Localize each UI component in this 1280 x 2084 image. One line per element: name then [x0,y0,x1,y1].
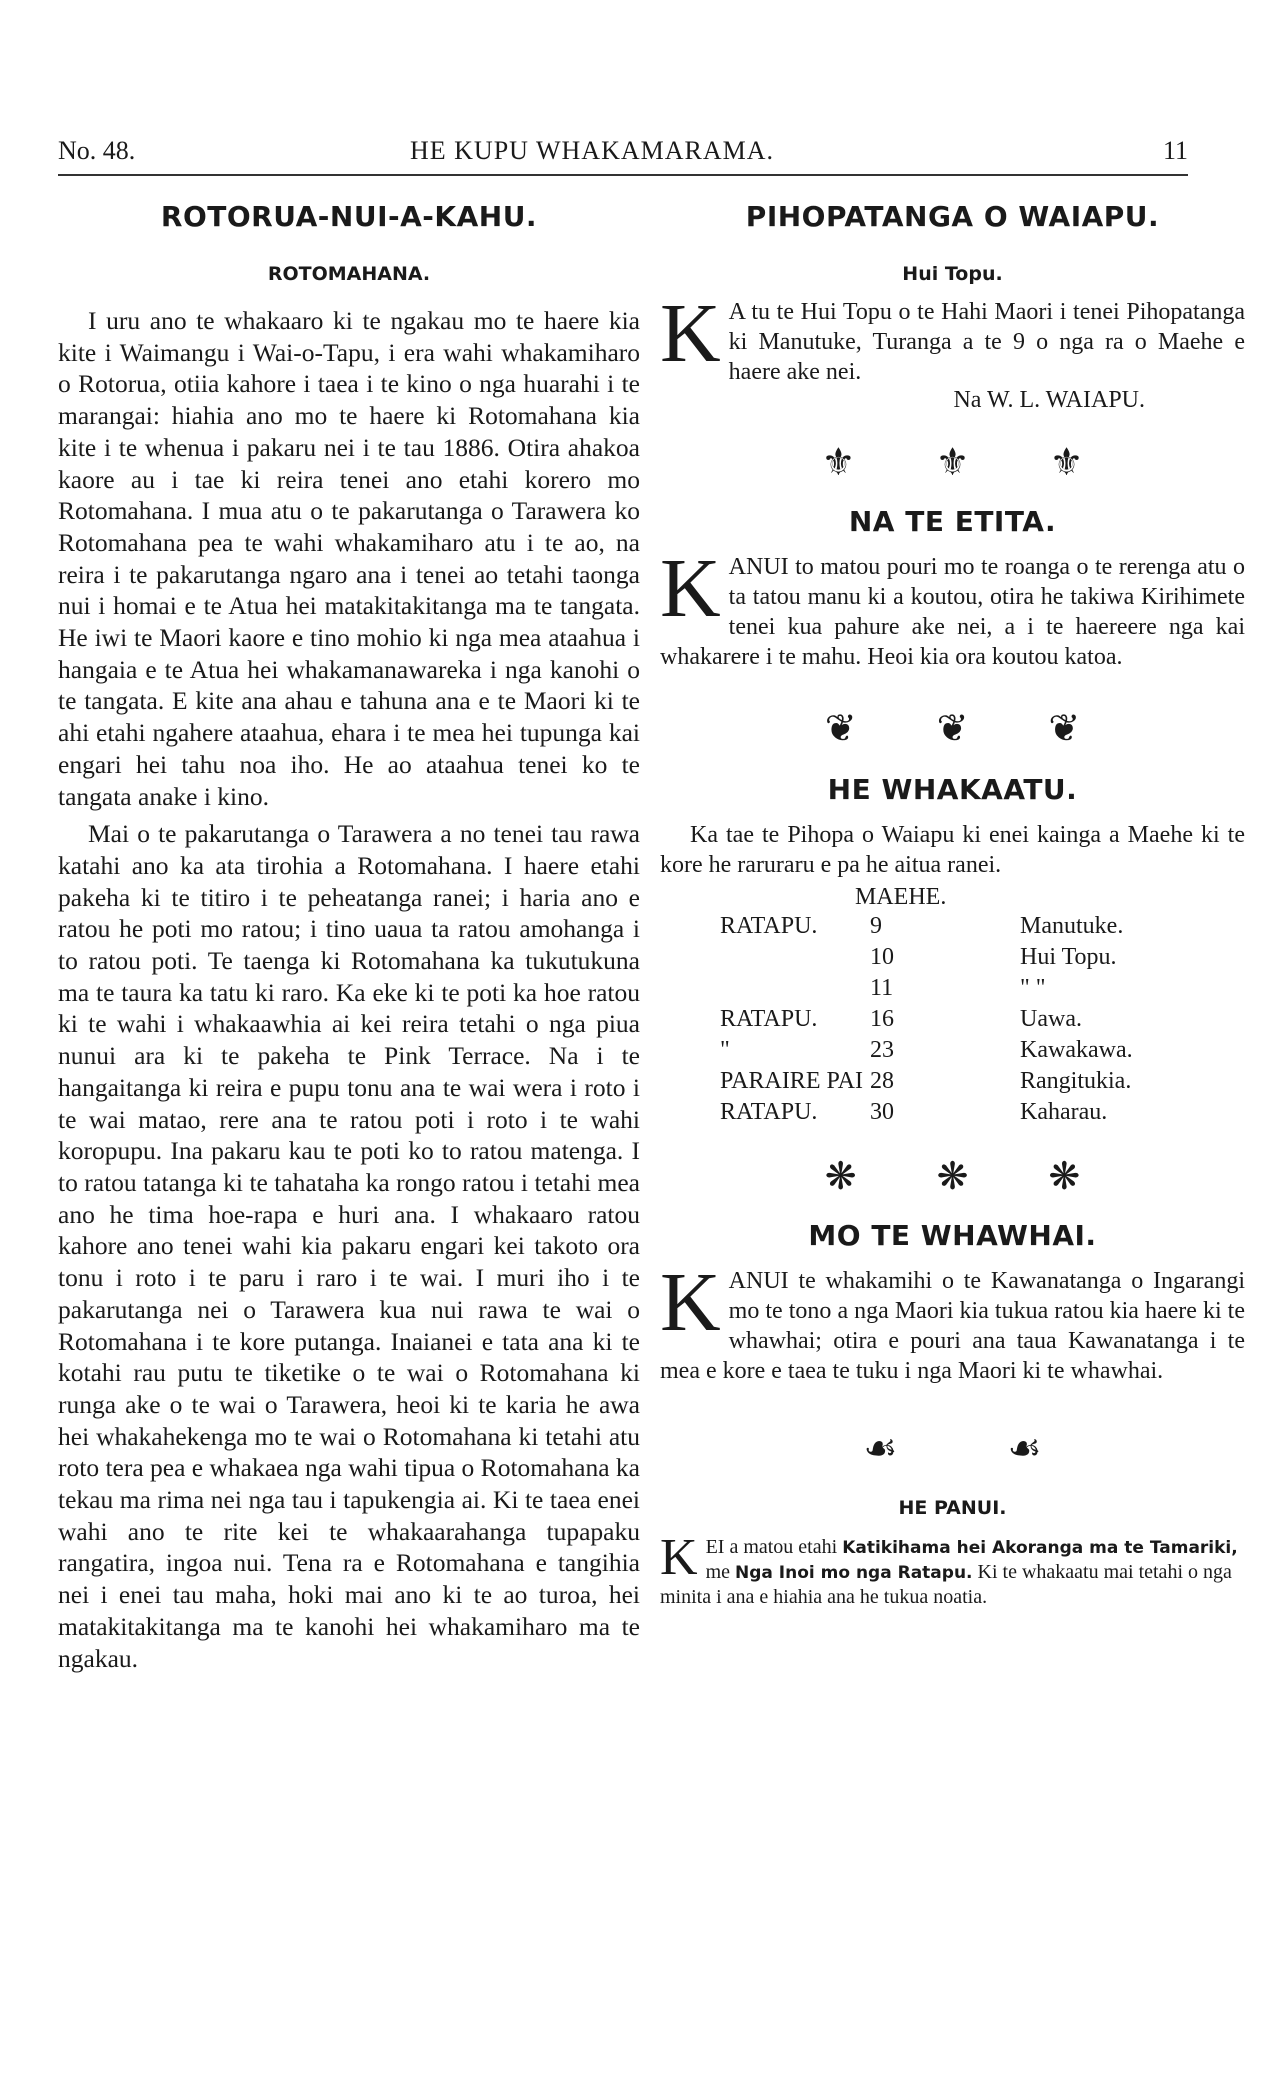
schedule-day: RATAPU. [720,1099,818,1125]
schedule-place: Manutuke. [1020,913,1124,939]
panui-paragraph [660,1529,1245,1609]
section-title-whawhai: MO TE WHAWHAI. [808,1219,1097,1252]
section-title-panui: HE PANUI. [898,1497,1007,1519]
section-title-rotorua: ROTORUA-NUI-A-KAHU. [160,200,538,233]
schedule-date: 11 [870,975,894,1001]
hand-ornament-icon: ☙ [863,1428,898,1470]
schedule-row [720,1066,1220,1097]
hand-ornament-icon: ☙ [1007,1428,1042,1470]
left-column [58,200,640,1674]
panui-text-2: me [705,1561,730,1583]
panui-text-3: Ki te whakaatu mai tetahi o nga minita i ana e hiahia ana he tukua noatia. [660,1561,1232,1608]
schedule-place: Kaharau. [1020,1099,1108,1125]
pihopatanga-paragraph [660,287,1245,387]
fleur-ornament-icon: ⚜ [821,442,856,484]
pihopatanga-text: A tu te Hui Topu o te Hahi Maori i tenei Pihopatanga ki Manutuke, Turanga a te 9 o nga ra o Maehe e haere ake nei. [728,299,1245,385]
schedule-date: 30 [870,1099,894,1125]
leaf-ornament-icon: ❦ [936,708,969,750]
issue-number: No. 48. [58,136,136,165]
panui-bold-1: Katikihama hei Akoranga ma te Tamariki, [842,1538,1238,1558]
fleur-ornament-icon: ⚜ [1049,442,1084,484]
schedule-day [720,942,870,973]
right-column [660,200,1245,1609]
subtitle-hui-topu: Hui Topu. [902,263,1003,285]
whawhai-text: ANUI te whakamihi o te Kawanatanga o Ingarangi mo te tono a nga Maori kia tukua ratou kia haere ki te whawhai; otira e pouri ana taua Kawanatanga i te mea e kore e taea te tuku i nga Maori ki te whawhai. [660,1268,1245,1384]
subsection-title-rotomahana: ROTOMAHANA. [267,263,431,285]
schedule-date: 9 [870,913,882,939]
leaf-ornament-icon: ❦ [1048,708,1081,750]
etita-text: ANUI to matou pouri mo te roanga o te rerenga atu o ta tatou manu ki a koutou, otira he takiwa Kirihimete tenei kua pahure ake nei, a i te haereere nga kai whakarere i te mahu. Heoi kia ora koutou katoa. [660,554,1245,670]
ornament-row [660,706,1245,751]
schedule-day: RATAPU. [720,913,818,939]
schedule-row [720,911,1220,942]
schedule-date: 10 [870,944,894,970]
flower-ornament-icon: ❋ [936,1156,969,1198]
rotomahana-paragraph-2: Mai o te pakarutanga o Tarawera a no tenei tau rawa katahi ano ka ata tirohia a Rotomahana. I haere etahi pakeha ki te titiro i te peheatanga ranei; i haria ano e ratou he poti mo ratou; i tino uaua ta ratou amohanga i to ratou poti. Te taenga ki Rotomahana ka tukutukuna ma te taura ka tatu ki raro. Ka eke ki te poti ka hoe ratou ki te wahi i whakaawhia ai kei reira tetahi o nga piua nunui ara ki te pakeha te Pink Terrace. Na i te hangaitanga ki reira e pupu tonu ana te wai wera i roto i te wai matao, rere ana te ratou poti i roto i te wahi koropupu. Ina pakaru kau te poti ko to ratou matenga. I to ratou tatanga ki te tahataha ka rongo ratou i tetahi mea ano he tima hoe-rapa e huri ana. I whakaaro ratou kahore ano tenei wahi kia pakaru engari kei takoto ora tonu i roto i te paru i raro i te wai. I muri iho i te pakarutanga nei o Tarawera kua nui rawa te wai o Rotomahana i te kore putanga. Inaianei e tata ana ki te kotahi rau putu te tiketike o te wai o Rotomahana ki runga ake o te wai o Tarawera, heoi ki te karia he awa hei whakahekenga mo te wai o Rotomahana ki tetahi atu roto tera pea e whakaea nga wahi tipua o Rotomahana ka tekau ma rima nei nga tau i tapukengia ai. Ki te taea enei wahi ano te rite kei te whakaarahanga tupapaku rangatira, ingoa nui. Tena ra e Rotomahana e tangihia nei i enei tau maha, hoki mai ano ki te ao turoa, hei matakitakitanga ma te kanohi hei whakamiharo ma te ngakau. [58,819,641,1673]
schedule-day: " [720,1037,730,1063]
leaf-ornament-icon: ❦ [824,708,857,750]
whakaatu-paragraph: Ka tae te Pihopa o Waiapu ki enei kainga a Maehe ki te kore he raruraru e pa he aitua ranei. [660,822,1245,878]
schedule-place: Rangitukia. [1020,1068,1132,1094]
schedule-place: Hui Topu. [1020,944,1117,970]
flower-ornament-icon: ❋ [1048,1156,1081,1198]
schedule-date: 28 [870,1068,894,1094]
schedule-place: Kawakawa. [1020,1037,1133,1063]
ornament-row [660,440,1245,485]
dropcap: K [660,542,721,635]
dropcap: K [660,1256,721,1349]
publication-title: HE KUPU WHAKAMARAMA. [410,136,775,165]
schedule-row [720,973,1220,1004]
ornament-row [660,1154,1245,1199]
dropcap: K [660,287,721,380]
schedule-row [720,1097,1220,1128]
schedule-date: 23 [870,1037,894,1063]
section-title-whakaatu: HE WHAKAATU. [827,773,1078,806]
panui-bold-2: Nga Inoi mo nga Ratapu. [735,1563,973,1583]
rotomahana-paragraph-1: I uru ano te whakaaro ki te ngakau mo te haere kia kite i Waimangu i Wai-o-Tapu, i era wahi whakamiharo o Rotorua, otiia kahore i taea i te kino o nga huarahi i te marangai: hiahia ano mo te haere ki Rotomahana kia kite i te whenua i pakaru nei i te tau 1886. Otira ahakoa kaore au i tae ki reira tenei ano etahi korero mo Rotomahana. I mua atu o te pakarutanga o Tarawera ko Rotomahana pea te wahi whakamiharo atu i te ao, na reira i te pakarutanga ngaro ana i tenei ao tetahi taonga nui i homai e te Atua hei matakitakitanga ma te tangata. He iwi te Maori kaore e tino mohio ki nga mea ataahua i hangaia e te Atua hei whakamanawareka i nga kanohi o te tangata. E kite ana ahau e tahuna ana e te Maori ki te ahi etahi ngahere ataahua, ehara i te mea hei tupunga kai engari hei tahu noa iho. He ao ataahua tenei ko te tangata anake i kino. [58,306,640,811]
schedule-day: PARAIRE PAI [720,1068,863,1094]
section-title-pihopatanga: PIHOPATANGA O WAIAPU. [745,200,1160,233]
panui-text-1: EI a matou etahi [705,1536,838,1558]
schedule-place: " " [1020,975,1046,1001]
schedule-day [720,973,870,1004]
signature: Na W. L. WAIAPU. [953,387,1145,413]
flower-ornament-icon: ❋ [824,1156,857,1198]
schedule-row [720,1035,1220,1066]
schedule-row [720,942,1220,973]
etita-paragraph [660,542,1245,672]
schedule-date: 16 [870,1006,894,1032]
running-head [58,134,1188,176]
page-number: 11 [1162,136,1188,165]
section-title-etita: NA TE ETITA. [848,505,1057,538]
fleur-ornament-icon: ⚜ [935,442,970,484]
schedule-place: Uawa. [1020,1006,1082,1032]
schedule-row [720,1004,1220,1035]
ornament-row [660,1426,1245,1471]
month-heading: MAEHE. [855,884,947,910]
visit-schedule [720,911,1220,1128]
dropcap: K [660,1529,698,1586]
whawhai-paragraph [660,1256,1245,1386]
schedule-day: RATAPU. [720,1006,818,1032]
